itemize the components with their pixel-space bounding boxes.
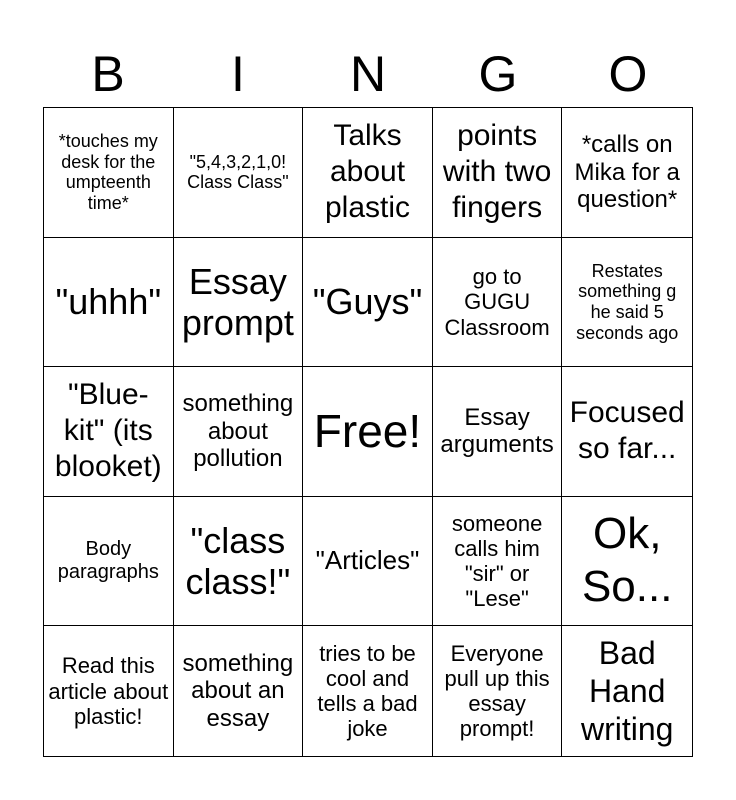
bingo-cell-r3c3-free-space[interactable]: Free! bbox=[303, 367, 433, 497]
bingo-cell-r5c5[interactable]: Bad Hand writing bbox=[580, 634, 674, 748]
bingo-cell-r4c5[interactable]: Ok, So... bbox=[562, 497, 692, 627]
bingo-cell-r2c2[interactable]: Essay prompt bbox=[174, 238, 304, 368]
header-letter-i: I bbox=[231, 46, 245, 102]
bingo-cell-r2c1[interactable]: "uhhh" bbox=[44, 238, 174, 368]
bingo-header bbox=[43, 40, 693, 108]
bingo-cell-r5c2[interactable]: something about an essay bbox=[174, 626, 304, 756]
header-letter-b: B bbox=[91, 46, 125, 102]
bingo-cell-r1c3[interactable]: Talks about plastic bbox=[303, 108, 433, 238]
bingo-cell-r4c4[interactable]: someone calls him "sir" or "Lese" bbox=[433, 497, 563, 627]
header-letter-n: N bbox=[349, 46, 387, 102]
bingo-cell-r1c5[interactable]: *calls on Mika for a question* bbox=[562, 108, 692, 238]
bingo-cell-r3c1[interactable]: "Blue-kit" (its blooket) bbox=[44, 367, 174, 497]
header-letter-o: O bbox=[608, 46, 648, 102]
bingo-cell-r3c4[interactable]: Essay arguments bbox=[433, 367, 563, 497]
bingo-cell-r4c2[interactable]: "class class!" bbox=[174, 497, 304, 627]
bingo-cell-r5c3[interactable]: tries to be cool and tells a bad joke bbox=[303, 626, 433, 756]
bingo-cell-r2c4[interactable]: go to GUGU Classroom bbox=[433, 238, 563, 368]
bingo-cell-r2c5[interactable]: Restates something g he said 5 seconds ago bbox=[562, 238, 692, 368]
bingo-cell-r1c2[interactable]: "5,4,3,2,1,0! Class Class" bbox=[174, 108, 304, 238]
bingo-cell-r4c3[interactable]: "Articles" bbox=[303, 497, 433, 627]
bingo-cell-r3c5[interactable]: Focused so far... bbox=[562, 367, 692, 497]
bingo-cell-r3c2[interactable]: something about pollution bbox=[174, 367, 304, 497]
bingo-cell-r5c4[interactable]: Everyone pull up this essay prompt! bbox=[433, 626, 563, 756]
bingo-cell-r5c1[interactable]: Read this article about plastic! bbox=[44, 626, 174, 756]
bingo-cell-r1c1[interactable]: *touches my desk for the umpteenth time* bbox=[44, 108, 174, 238]
bingo-cell-r1c4[interactable]: points with two fingers bbox=[433, 108, 563, 238]
bingo-cell-r2c3[interactable]: "Guys" bbox=[303, 238, 433, 368]
bingo-cell-r4c1[interactable]: Body paragraphs bbox=[44, 497, 174, 627]
header-letter-g: G bbox=[478, 46, 518, 102]
bingo-grid bbox=[43, 107, 693, 757]
